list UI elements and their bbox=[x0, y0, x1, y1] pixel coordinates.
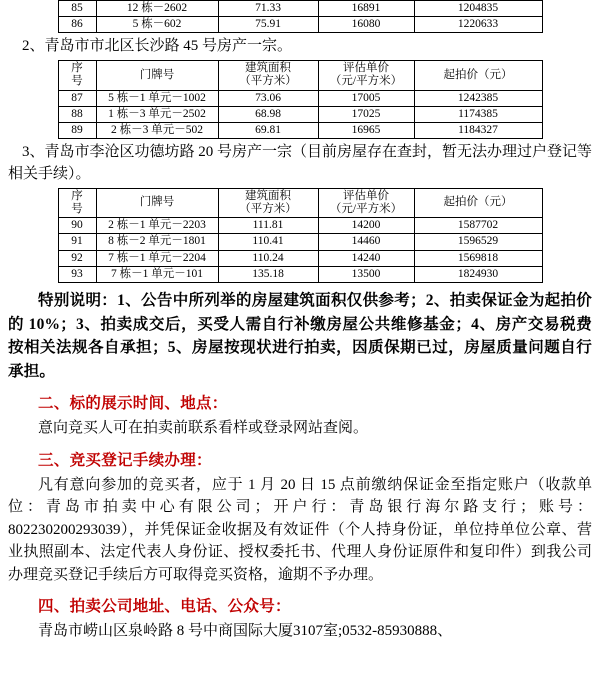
table-header-row bbox=[58, 61, 542, 90]
table-changsha-road-wrapper bbox=[8, 60, 592, 139]
cell-unit-price: 17025 bbox=[318, 106, 414, 122]
listing-item-2: 2、青岛市市北区长沙路 45 号房产一宗。 bbox=[22, 38, 293, 55]
table-row bbox=[58, 17, 542, 33]
cell-area: 110.41 bbox=[218, 234, 318, 250]
header-no: 序 号 bbox=[58, 61, 96, 90]
cell-area: 73.06 bbox=[218, 90, 318, 106]
cell-door: 7 栋－1 单元－101 bbox=[96, 266, 218, 282]
cell-no: 91 bbox=[58, 234, 96, 250]
cell-door: 5 栋－1 单元－1002 bbox=[96, 90, 218, 106]
header-unit-price: 评估单价 （元/平方米） bbox=[318, 188, 414, 217]
cell-door: 12 栋－2602 bbox=[96, 1, 218, 17]
table-row bbox=[58, 123, 542, 139]
cell-unit-price: 16080 bbox=[318, 17, 414, 33]
cell-area: 75.91 bbox=[218, 17, 318, 33]
cell-area: 110.24 bbox=[218, 250, 318, 266]
cell-start-price: 1242385 bbox=[414, 90, 542, 106]
cell-unit-price: 14460 bbox=[318, 234, 414, 250]
table-row bbox=[58, 266, 542, 282]
cell-start-price: 1220633 bbox=[414, 17, 542, 33]
cell-area: 68.98 bbox=[218, 106, 318, 122]
table-partial-top bbox=[58, 0, 543, 33]
table-partial-top-wrapper bbox=[8, 0, 592, 33]
table-changsha-road bbox=[58, 60, 543, 139]
table-header-row bbox=[58, 188, 542, 217]
cell-no: 86 bbox=[58, 17, 96, 33]
table-row bbox=[58, 234, 542, 250]
cell-no: 85 bbox=[58, 1, 96, 17]
section-heading-4: 四、拍卖公司地址、电话、公众号： bbox=[38, 598, 291, 616]
cell-door: 2 栋－3 单元－502 bbox=[96, 123, 218, 139]
table-row bbox=[58, 106, 542, 122]
cell-unit-price: 16891 bbox=[318, 1, 414, 17]
cell-start-price: 1824930 bbox=[414, 266, 542, 282]
cell-unit-price: 14200 bbox=[318, 218, 414, 234]
section-body-3: 凡有意向参加的竞买者，应于 1 月 20 日 15 点前缴纳保证金至指定账户（收款单位：青岛市拍卖中心有限公司；开户行：青岛银行海尔路支行；账号：802230200293039），并凭保证金收据及有效证件（个人持身份证，单位持单位公章、营业执照副本、法定代表人身份证、授权委托书、代理人身份证原件和复印件）到我公司办理竞买登记手续后方可取得竞买资格，逾期不予办理。 bbox=[8, 476, 592, 583]
cell-no: 90 bbox=[58, 218, 96, 234]
cell-door: 8 栋－2 单元－1801 bbox=[96, 234, 218, 250]
cell-no: 89 bbox=[58, 123, 96, 139]
section-body-4: 青岛市崂山区泉岭路 8 号中商国际大厦3107室;0532-85930888、 bbox=[38, 623, 453, 640]
header-unit-price: 评估单价 （元/平方米） bbox=[318, 61, 414, 90]
cell-unit-price: 16965 bbox=[318, 123, 414, 139]
section-heading-2: 二、标的展示时间、地点： bbox=[38, 395, 228, 413]
section-heading-3: 三、竞买登记手续办理： bbox=[38, 451, 212, 469]
header-door: 门牌号 bbox=[96, 188, 218, 217]
header-area: 建筑面积 （平方米） bbox=[218, 61, 318, 90]
listing-item-3: 3、青岛市李沧区功德坊路 20 号房产一宗（目前房屋存在查封，暂无法办理过户登记等相关手续）。 bbox=[8, 144, 593, 183]
cell-no: 87 bbox=[58, 90, 96, 106]
table-gongdefang-road-wrapper bbox=[8, 188, 592, 283]
cell-unit-price: 17005 bbox=[318, 90, 414, 106]
cell-door: 1 栋－3 单元－2502 bbox=[96, 106, 218, 122]
cell-area: 69.81 bbox=[218, 123, 318, 139]
header-start-price: 起拍价（元） bbox=[414, 188, 542, 217]
cell-start-price: 1204835 bbox=[414, 1, 542, 17]
cell-unit-price: 14240 bbox=[318, 250, 414, 266]
header-area: 建筑面积 （平方米） bbox=[218, 188, 318, 217]
cell-door: 2 栋－1 单元－2203 bbox=[96, 218, 218, 234]
cell-no: 92 bbox=[58, 250, 96, 266]
table-row bbox=[58, 218, 542, 234]
cell-area: 71.33 bbox=[218, 1, 318, 17]
cell-area: 135.18 bbox=[218, 266, 318, 282]
cell-start-price: 1587702 bbox=[414, 218, 542, 234]
cell-door: 7 栋－1 单元－2204 bbox=[96, 250, 218, 266]
cell-start-price: 1174385 bbox=[414, 106, 542, 122]
cell-unit-price: 13500 bbox=[318, 266, 414, 282]
header-start-price: 起拍价（元） bbox=[414, 61, 542, 90]
cell-area: 111.81 bbox=[218, 218, 318, 234]
cell-start-price: 1184327 bbox=[414, 123, 542, 139]
table-row bbox=[58, 250, 542, 266]
cell-door: 5 栋－602 bbox=[96, 17, 218, 33]
special-note: 特别说明：1、公告中所列举的房屋建筑面积仅供参考；2、拍卖保证金为起拍价的 10%；3、拍卖成交后，买受人需自行补缴房屋公共维修基金；4、房产交易税费按相关法规各自承担；5、房屋按现状进行拍卖，因质保期已过，房屋质量问题自行承担。 bbox=[8, 292, 592, 380]
cell-no: 93 bbox=[58, 266, 96, 282]
table-row bbox=[58, 90, 542, 106]
cell-start-price: 1569818 bbox=[414, 250, 542, 266]
cell-no: 88 bbox=[58, 106, 96, 122]
table-row bbox=[58, 1, 542, 17]
section-body-2: 意向竞买人可在拍卖前联系看样或登录网站查阅。 bbox=[38, 420, 369, 437]
cell-start-price: 1596529 bbox=[414, 234, 542, 250]
header-no: 序 号 bbox=[58, 188, 96, 217]
table-gongdefang-road bbox=[58, 188, 543, 283]
header-door: 门牌号 bbox=[96, 61, 218, 90]
